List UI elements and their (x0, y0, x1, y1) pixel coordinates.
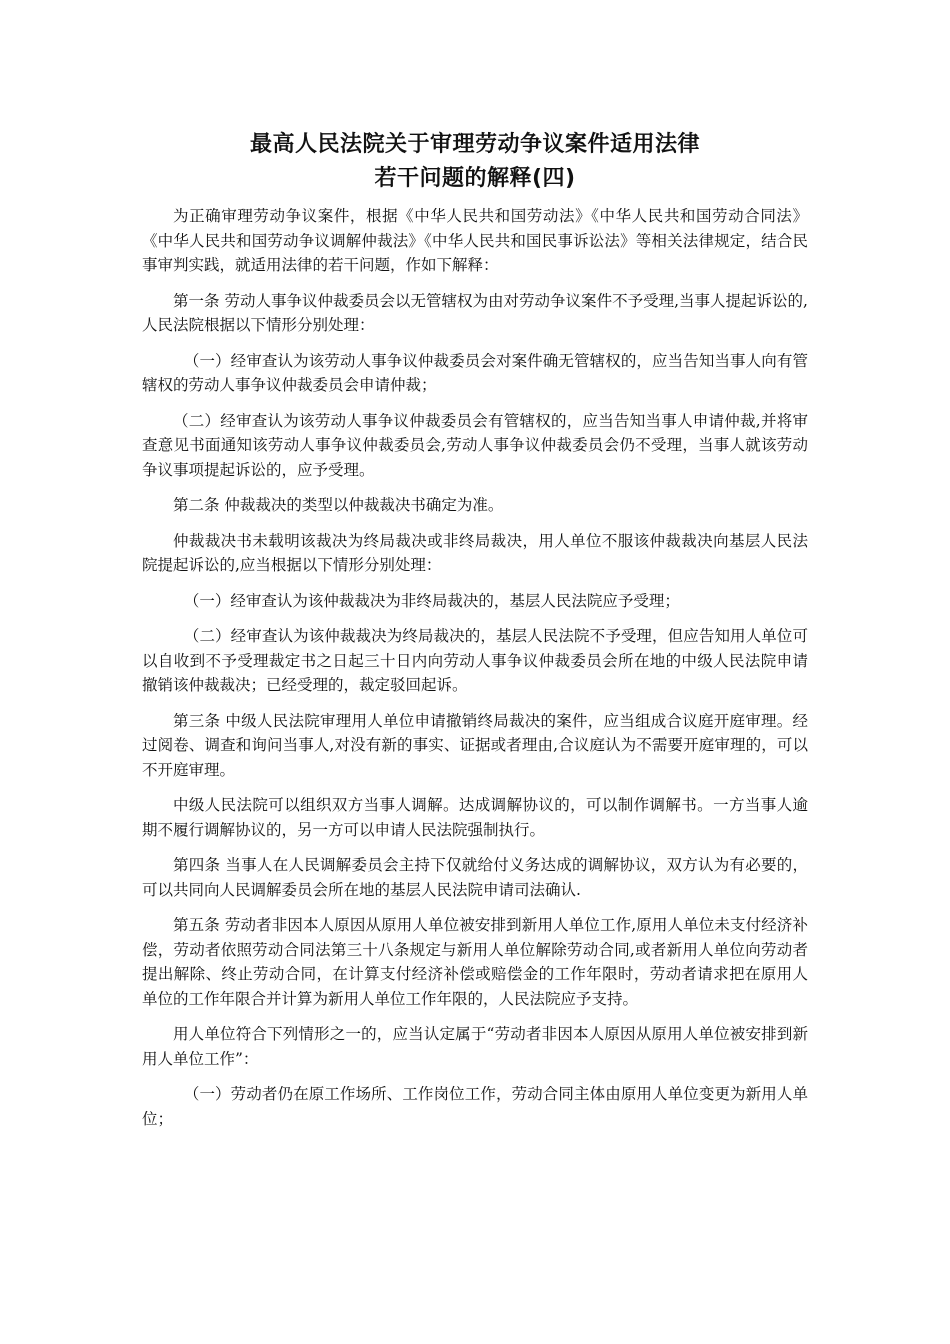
document-page (142, 128, 808, 1142)
paragraph: 仲裁裁决书未载明该裁决为终局裁决或非终局裁决，用人单位不服该仲裁裁决向基层人民法院提起诉讼的,应当根据以下情形分别处理： (142, 531, 808, 574)
paragraph: （一）经审查认为该仲裁裁决为非终局裁决的，基层人民法院应予受理； (183, 591, 680, 610)
paragraph: 为正确审理劳动争议案件，根据《中华人民共和国劳动法》《中华人民共和国劳动合同法》《中华人民共和国劳动争议调解仲裁法》《中华人民共和国民事诉讼法》等相关法律规定，结合民事审判实践，就适用法律的若干问题，作如下解释： (142, 207, 808, 274)
title-line-1: 最高人民法院关于审理劳动争议案件适用法律 (249, 132, 700, 157)
paragraph: 第五条 劳动者非因本人原因从原用人单位被安排到新用人单位工作,原用人单位未支付经济补偿，劳动者依照劳动合同法第三十八条规定与新用人单位解除劳动合同,或者新用人单位向劳动者提出解除、终止劳动合同，在计算支付经济补偿或赔偿金的工作年限时，劳动者请求把在原用人单位的工作年限合并计算为新用人单位工作年限的，人民法院应予支持。 (142, 916, 808, 1008)
paragraph: 第三条 中级人民法院审理用人单位申请撤销终局裁决的案件，应当组成合议庭开庭审理。经过阅卷、调查和询问当事人,对没有新的事实、证据或者理由,合议庭认为不需要开庭审理的，可以不开庭审理。 (142, 711, 808, 779)
paragraph: （二）经审查认为该仲裁裁决为终局裁决的，基层人民法院不予受理，但应告知用人单位可以自收到不予受理裁定书之日起三十日内向劳动人事争议仲裁委员会所在地的中级人民法院申请撤销该仲裁裁决；已经受理的，裁定驳回起诉。 (142, 627, 808, 694)
paragraph: （一）经审查认为该劳动人事争议仲裁委员会对案件确无管辖权的，应当告知当事人向有管辖权的劳动人事争议仲裁委员会申请仲裁； (142, 351, 808, 394)
paragraph: 中级人民法院可以组织双方当事人调解。达成调解协议的，可以制作调解书。一方当事人逾期不履行调解协议的，另一方可以申请人民法院强制执行。 (142, 796, 808, 839)
paragraph: 第四条 当事人在人民调解委员会主持下仅就给付义务达成的调解协议，双方认为有必要的，可以共同向人民调解委员会所在地的基层人民法院申请司法确认. (142, 856, 808, 899)
paragraph: 用人单位符合下列情形之一的，应当认定属于“劳动者非因本人原因从原用人单位被安排到新用人单位工作”： (142, 1025, 808, 1068)
paragraph: 第二条 仲裁裁决的类型以仲裁裁决书确定为准。 (173, 496, 504, 514)
paragraph: 第一条 劳动人事争议仲裁委员会以无管辖权为由对劳动争议案件不予受理,当事人提起诉讼的,人民法院根据以下情形分别处理： (142, 291, 808, 334)
document-body (142, 204, 808, 1131)
document-title (142, 128, 808, 196)
paragraph: （二）经审查认为该劳动人事争议仲裁委员会有管辖权的，应当告知当事人申请仲裁,并将审查意见书面通知该劳动人事争议仲裁委员会,劳动人事争议仲裁委员会仍不受理，当事人就该劳动争议事项提起诉讼的，应予受理。 (142, 411, 808, 479)
title-line-2: 若干问题的解释(四) (374, 166, 576, 191)
paragraph: （一）劳动者仍在原工作场所、工作岗位工作，劳动合同主体由原用人单位变更为新用人单位； (142, 1085, 808, 1128)
